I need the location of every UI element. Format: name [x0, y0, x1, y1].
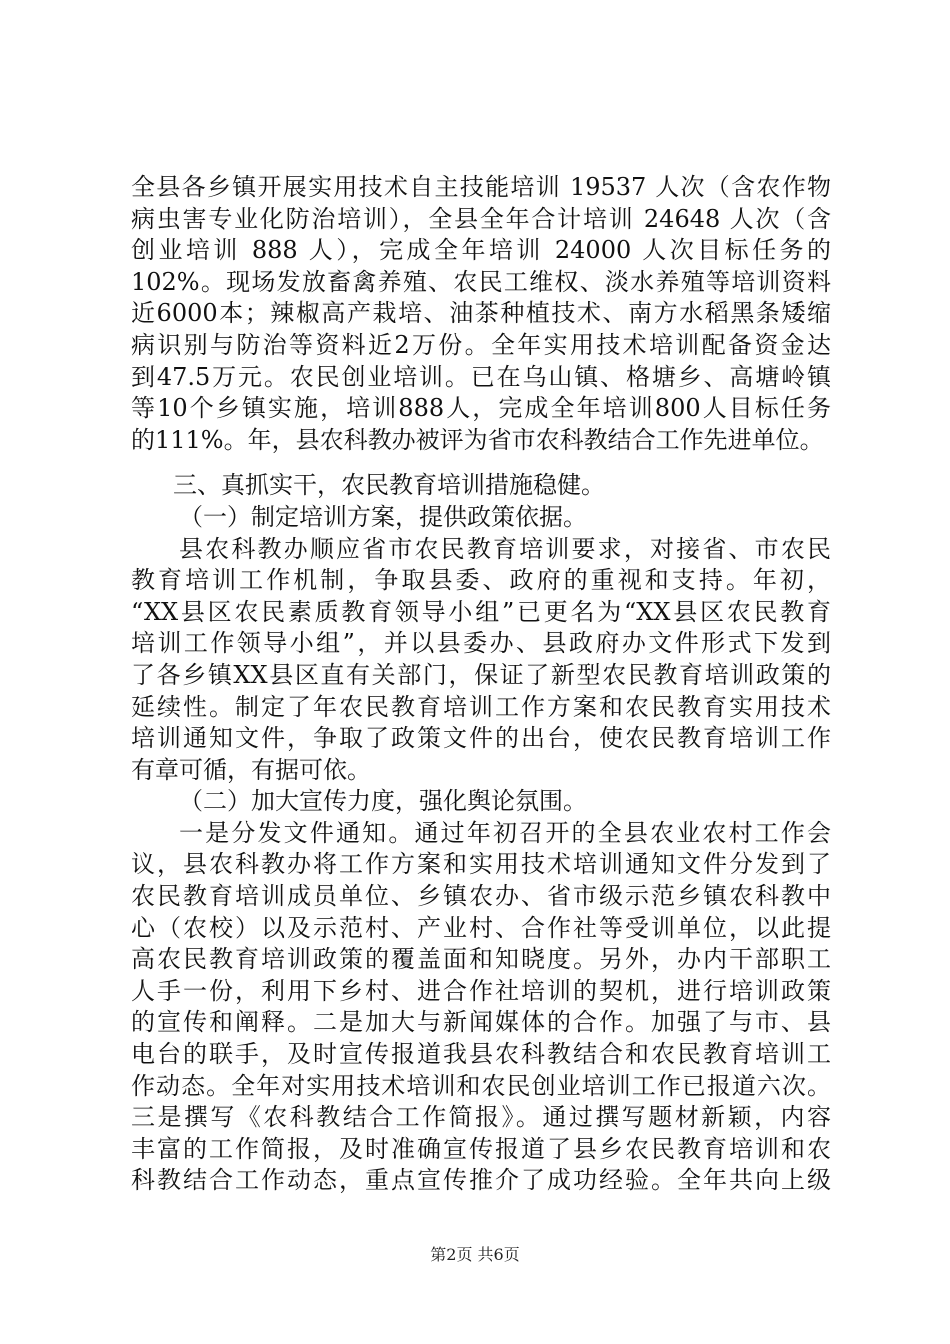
text-line: 培训通知文件，争取了政策文件的出台，使农民教育培训工作: [131, 724, 831, 753]
paragraph-training-statistics: [131, 172, 831, 456]
text-line: 教育培训工作机制，争取县委、政府的重视和支持。年初，: [131, 566, 831, 595]
text-line: 培训工作领导小组”，并以县委办、县政府办文件形式下发到: [131, 629, 831, 658]
text-line: 的111%。年，县农科教办被评为省市农科教结合工作先进单位。: [131, 425, 824, 454]
text-line: 作动态。全年对实用技术培训和农民创业培训工作已报道六次。: [131, 1071, 831, 1100]
text-line: 102%。现场发放畜禽养殖、农民工维权、淡水养殖等培训资料: [131, 267, 831, 296]
text-line: 一是分发文件通知。通过年初召开的全县农业农村工作会: [179, 818, 831, 847]
text-line: 科教结合工作动态，重点宣传推介了成功经验。全年共向上级: [131, 1166, 831, 1195]
subsection-title-1: （一）制定培训方案，提供政策依据。: [179, 502, 587, 531]
text-line: 有章可循，有据可依。: [131, 755, 371, 784]
paragraph-gap: [131, 456, 831, 470]
text-line: 人手一份，利用下乡村、进合作社培训的契机，进行培训政策: [131, 976, 831, 1005]
page-footer: 第2页 共6页: [430, 1245, 520, 1264]
paragraph-training-plan: [131, 534, 831, 787]
text-line: 丰富的工作简报，及时准确宣传报道了县乡农民教育培训和农: [131, 1134, 831, 1163]
section-heading-3: 三、真抓实干，农民教育培训措施稳健。: [173, 471, 605, 500]
text-line: 高农民教育培训政策的覆盖面和知晓度。另外，办内干部职工: [131, 945, 831, 974]
text-line: 近6000本；辣椒高产栽培、油茶种植技术、南方水稻黑条矮缩: [131, 299, 831, 328]
text-line: 了各乡镇XX县区直有关部门，保证了新型农民教育培训政策的: [131, 660, 831, 689]
subsection-title-2: （二）加大宣传力度，强化舆论氛围。: [179, 787, 587, 816]
text-line: 议，县农科教办将工作方案和实用技术培训通知文件分发到了: [131, 850, 831, 879]
text-line: 全县各乡镇开展实用技术自主技能培训 19537 人次（含农作物: [131, 173, 831, 201]
text-line: 创业培训 888 人），完成全年培训 24000 人次目标任务的: [131, 236, 831, 265]
text-line: “XX县区农民素质教育领导小组”已更名为“XX县区农民教育: [131, 597, 831, 626]
text-line: 农民教育培训成员单位、乡镇农办、省市级示范乡镇农科教中: [131, 882, 831, 911]
text-line: 电台的联手，及时宣传报道我县农科教结合和农民教育培训工: [131, 1040, 831, 1069]
page-body: [131, 172, 831, 1197]
text-line: 心（农校）以及示范村、产业村、合作社等受训单位，以此提: [131, 913, 831, 942]
text-line: 到47.5万元。农民创业培训。已在乌山镇、格塘乡、高塘岭镇: [131, 362, 831, 391]
text-line: 的宣传和阐释。二是加大与新闻媒体的合作。加强了与市、县: [131, 1008, 831, 1037]
text-line: 延续性。制定了年农民教育培训工作方案和农民教育实用技术: [131, 692, 831, 721]
text-line: 病虫害专业化防治培训），全县全年合计培训 24648 人次（含: [131, 204, 831, 233]
text-line: 等10个乡镇实施，培训888人，完成全年培训800人目标任务: [131, 394, 831, 423]
text-line: 县农科教办顺应省市农民教育培训要求，对接省、市农民: [179, 534, 831, 563]
text-line: 病识别与防治等资料近2万份。全年实用技术培训配备资金达: [131, 330, 831, 359]
text-line: 三是撰写《农科教结合工作简报》。通过撰写题材新颖，内容: [131, 1103, 831, 1132]
paragraph-publicity: [131, 818, 831, 1197]
